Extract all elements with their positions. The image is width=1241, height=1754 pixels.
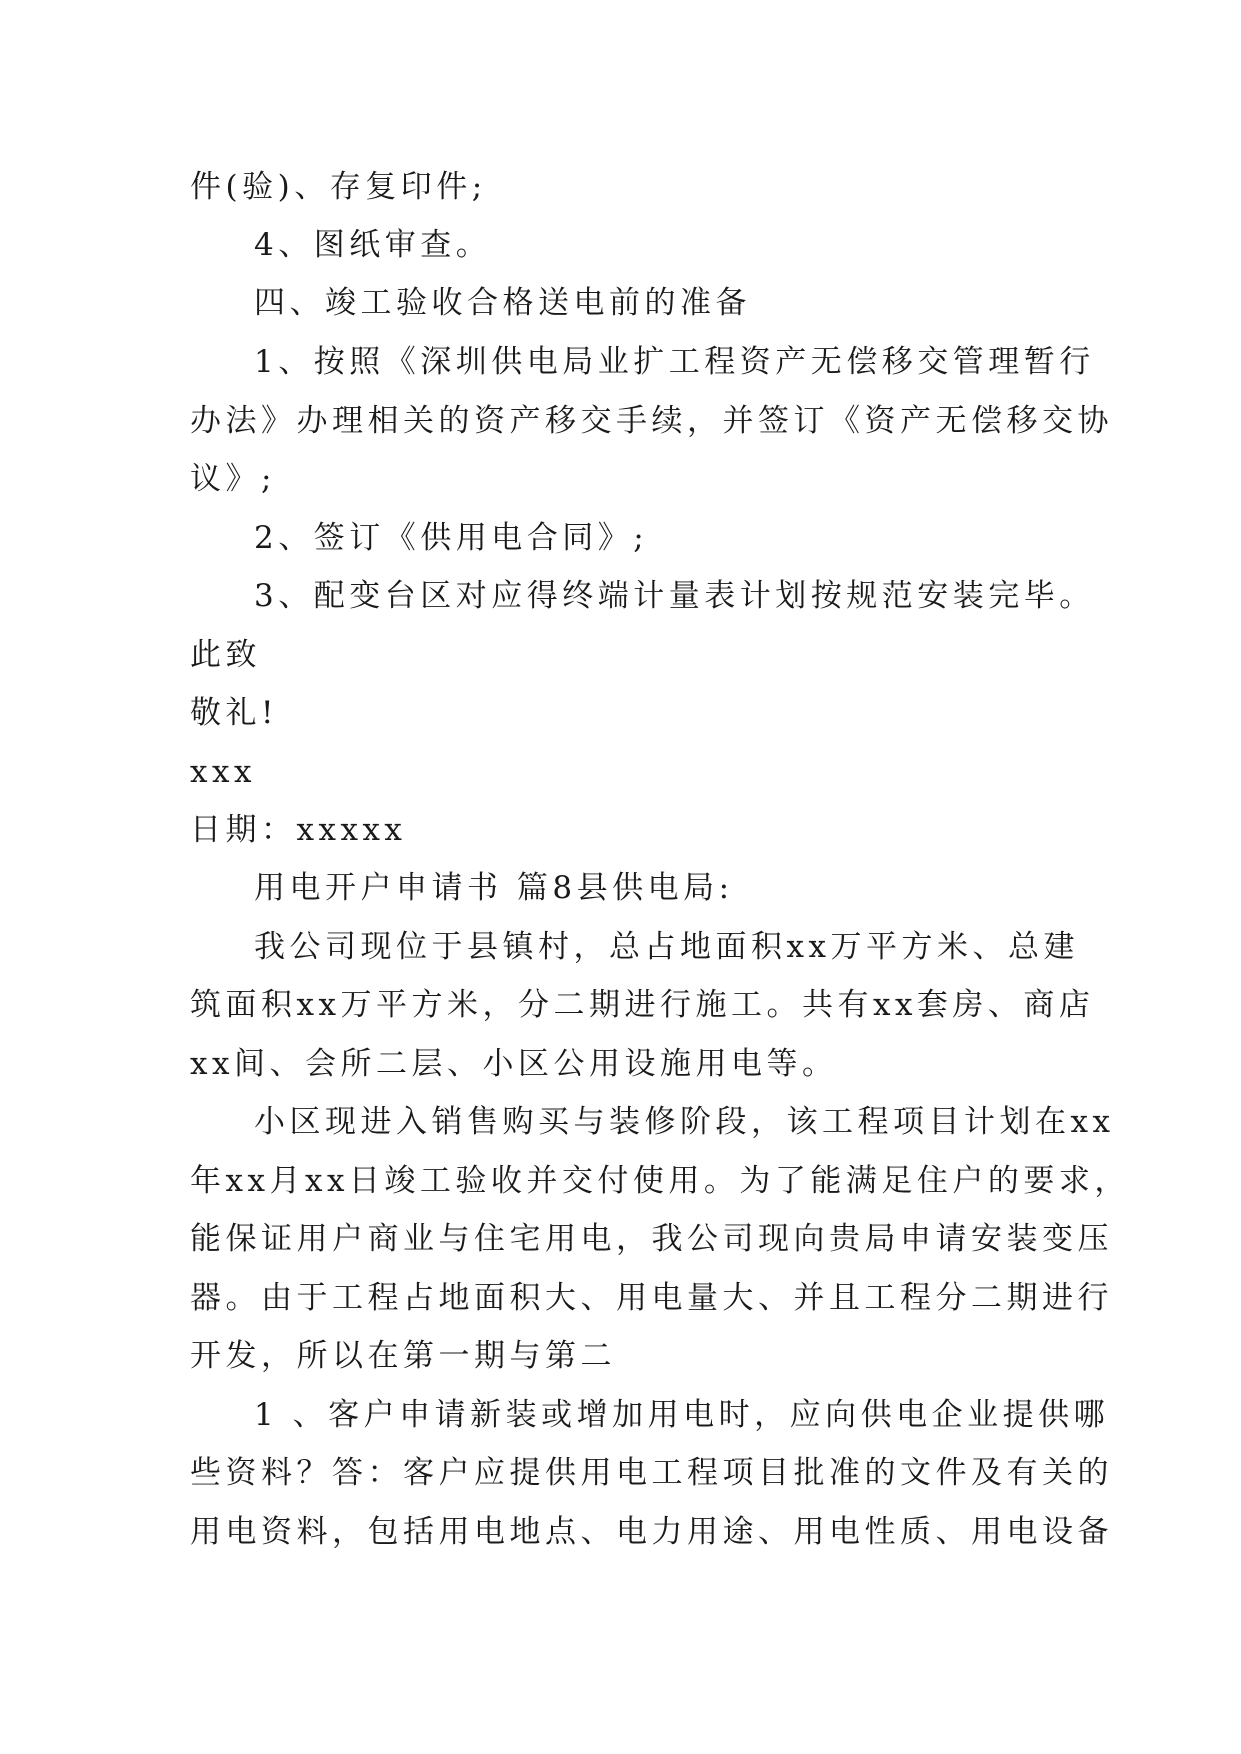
text-line: 小区现进入销售购买与装修阶段，该工程项目计划在xx [254,1104,1115,1140]
text-line: 器。由于工程占地面积大、用电量大、并且工程分二期进行 [190,1280,1113,1316]
signature-line: xxx [190,754,256,790]
text-line: 1 、客户申请新装或增加用电时，应向供电企业提供哪 [254,1397,1110,1433]
text-line: 3、配变台区对应得终端计量表计划按规范安装完毕。 [254,578,1095,614]
text-line: 些资料？答：客户应提供用电工程项目批准的文件及有关的 [190,1455,1113,1491]
closing-line: 敬礼! [190,695,278,731]
text-line: 4、图纸审查。 [254,227,492,263]
closing-line: 此致 [190,637,261,673]
text-line: 1、按照《深圳供电局业扩工程资产无偿移交管理暂行 [254,344,1095,380]
text-line: 用电资料，包括用电地点、电力用途、用电性质、用电设备 [190,1514,1113,1550]
text-line: 办法》办理相关的资产移交手续，并签订《资产无偿移交协 [190,403,1113,439]
date-line: 日期：xxxxx [190,812,407,848]
text-line: 能保证用户商业与住宅用电，我公司现向贵局申请安装变压 [190,1221,1113,1257]
text-line: 筑面积xx万平方米，分二期进行施工。共有xx套房、商店 [190,987,1095,1023]
text-line: xx间、会所二层、小区公用设施用电等。 [190,1046,838,1082]
text-line: 年xx月xx日竣工验收并交付使用。为了能满足住户的要求， [190,1163,1130,1199]
section-heading: 用电开户申请书 篇8县供电局: [254,870,734,906]
text-line: 议》; [190,461,276,497]
text-line: 开发，所以在第一期与第二 [190,1338,616,1374]
text-line: 我公司现位于县镇村，总占地面积xx万平方米、总建 [254,929,1079,965]
text-line: 件(验)、存复印件; [190,169,487,205]
section-heading: 四、竣工验收合格送电前的准备 [254,285,751,321]
text-line: 2、签订《供用电合同》; [254,520,649,556]
